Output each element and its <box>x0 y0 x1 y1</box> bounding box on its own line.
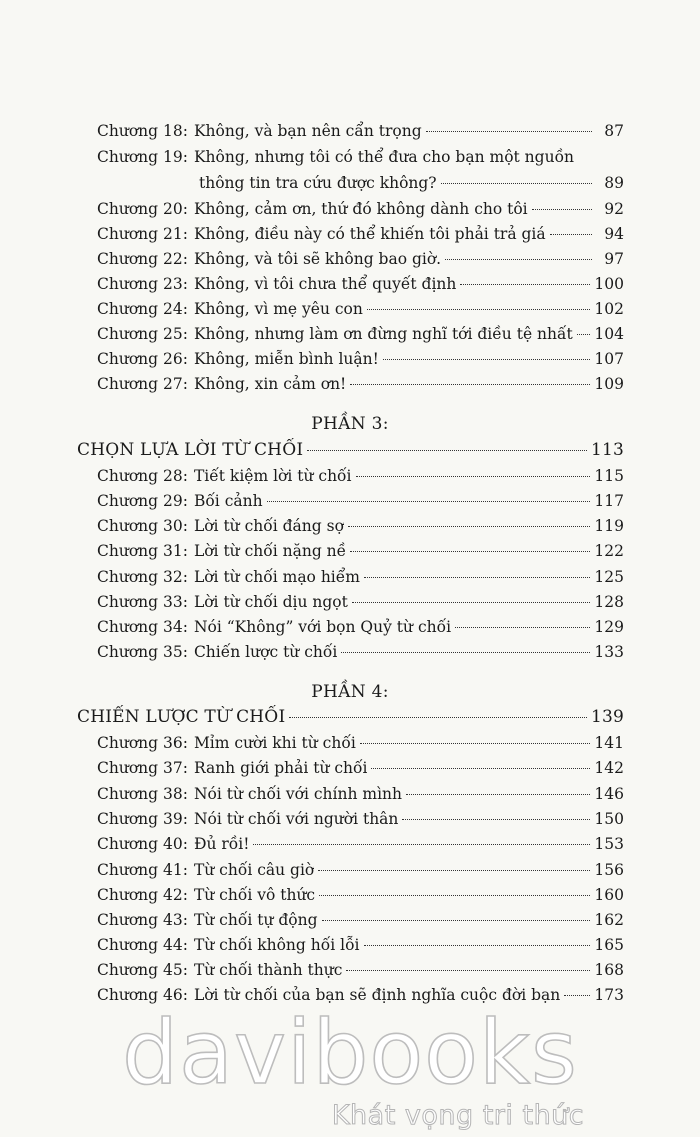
chapter-title: Không, điều này có thể khiến tôi phải trả giá <box>193 225 546 243</box>
chapter-title-continuation: thông tin tra cứu được không? <box>199 174 437 192</box>
toc-entry <box>97 347 624 371</box>
dot-leader <box>383 359 591 360</box>
chapter-number: Chương 46: <box>97 986 188 1004</box>
dot-leader <box>322 920 591 921</box>
dot-leader <box>346 970 590 971</box>
toc-entry <box>97 197 624 221</box>
toc-entry <box>97 145 624 169</box>
toc-entry <box>97 908 624 932</box>
chapter-title: Từ chối tự động <box>193 911 318 929</box>
toc-entry <box>97 514 624 538</box>
chapter-title: Từ chối thành thực <box>193 961 343 979</box>
page-number: 113 <box>590 440 624 460</box>
chapter-number: Chương 43: <box>97 911 188 929</box>
page-number: 153 <box>594 835 624 853</box>
chapter-number: Chương 31: <box>97 542 188 560</box>
chapter-number: Chương 33: <box>97 593 188 611</box>
dot-leader <box>289 717 587 718</box>
dot-leader <box>364 945 591 946</box>
watermark-tagline: Khát vọng tri thức <box>331 1100 585 1131</box>
toc-entry <box>97 832 624 856</box>
page-number: 97 <box>604 250 624 268</box>
dot-leader <box>267 501 591 502</box>
part-title-entry <box>77 705 624 729</box>
chapter-title: Mỉm cười khi từ chối <box>193 734 356 752</box>
chapter-title: Chiến lược từ chối <box>193 643 338 661</box>
dot-leader <box>460 284 590 285</box>
toc-entry <box>97 222 624 246</box>
chapter-title: Không, và tôi sẽ không bao giờ. <box>193 250 442 268</box>
page-number: 165 <box>594 936 624 954</box>
toc-entry-continuation <box>199 171 624 195</box>
chapter-number: Chương 27: <box>97 375 188 393</box>
toc-entry <box>97 958 624 982</box>
chapter-number: Chương 42: <box>97 886 188 904</box>
toc-entry <box>97 565 624 589</box>
chapter-title: Không, cảm ơn, thứ đó không dành cho tôi <box>193 200 528 218</box>
chapter-title: Lời từ chối dịu ngọt <box>193 593 348 611</box>
chapter-title: Nói “Không” với bọn Quỷ từ chối <box>193 618 452 636</box>
toc-entry <box>97 640 624 664</box>
dot-leader <box>550 234 592 235</box>
toc-entry <box>97 615 624 639</box>
chapter-title: Không, nhưng tôi có thể đưa cho bạn một nguồn <box>193 148 575 166</box>
dot-leader <box>441 183 592 184</box>
chapter-number: Chương 21: <box>97 225 188 243</box>
chapter-number: Chương 37: <box>97 759 188 777</box>
dot-leader <box>307 450 587 451</box>
chapter-number: Chương 19: <box>97 148 188 166</box>
toc-entry <box>97 782 624 806</box>
chapter-title: Không, xin cảm ơn! <box>193 375 347 393</box>
chapter-title: Từ chối câu giờ <box>193 861 315 879</box>
dot-leader <box>319 895 590 896</box>
toc-entry <box>97 539 624 563</box>
toc-entry <box>97 731 624 755</box>
page-number: 160 <box>594 886 624 904</box>
toc-entry <box>97 247 624 271</box>
toc-entry <box>97 858 624 882</box>
dot-leader <box>364 577 590 578</box>
page-number: 115 <box>594 467 624 485</box>
dot-leader <box>360 743 591 744</box>
chapter-number: Chương 26: <box>97 350 188 368</box>
chapter-number: Chương 32: <box>97 568 188 586</box>
toc-entry <box>97 372 624 396</box>
chapter-number: Chương 29: <box>97 492 188 510</box>
page-number: 129 <box>594 618 624 636</box>
chapter-title: Lời từ chối đáng sợ <box>193 517 344 535</box>
toc-entry <box>97 883 624 907</box>
dot-leader <box>352 602 591 603</box>
page-number: 107 <box>594 350 624 368</box>
chapter-title: Từ chối vô thức <box>193 886 316 904</box>
dot-leader <box>445 259 592 260</box>
page-number: 162 <box>594 911 624 929</box>
page-number: 150 <box>594 810 624 828</box>
page-number: 122 <box>594 542 624 560</box>
part-heading: PHẦN 3: <box>311 414 389 434</box>
chapter-title: Tiết kiệm lời từ chối <box>193 467 352 485</box>
dot-leader <box>348 526 591 527</box>
chapter-title: Bối cảnh <box>193 492 263 510</box>
page-number: 133 <box>594 643 624 661</box>
toc-entry <box>97 489 624 513</box>
chapter-number: Chương 30: <box>97 517 188 535</box>
page-number: 104 <box>594 325 624 343</box>
toc-entry <box>97 297 624 321</box>
chapter-title: Lời từ chối của bạn sẽ định nghĩa cuộc đời bạn <box>193 986 561 1004</box>
dot-leader <box>350 384 590 385</box>
chapter-number: Chương 35: <box>97 643 188 661</box>
dot-leader <box>318 870 590 871</box>
part-title-entry <box>77 438 624 462</box>
page-number: 125 <box>594 568 624 586</box>
chapter-title: Nói từ chối với chính mình <box>193 785 402 803</box>
toc-entry <box>97 590 624 614</box>
page-number: 119 <box>594 517 624 535</box>
dot-leader <box>350 551 590 552</box>
dot-leader <box>406 794 590 795</box>
toc-entry <box>97 272 624 296</box>
chapter-number: Chương 23: <box>97 275 188 293</box>
chapter-number: Chương 25: <box>97 325 188 343</box>
page-number: 156 <box>594 861 624 879</box>
chapter-number: Chương 44: <box>97 936 188 954</box>
toc-entry <box>97 933 624 957</box>
dot-leader <box>577 334 591 335</box>
chapter-number: Chương 39: <box>97 810 188 828</box>
chapter-number: Chương 18: <box>97 122 188 140</box>
page-number: 100 <box>594 275 624 293</box>
dot-leader <box>564 995 590 996</box>
page-number: 94 <box>604 225 624 243</box>
page-number: 109 <box>594 375 624 393</box>
toc-entry <box>97 464 624 488</box>
toc-entry <box>97 119 624 143</box>
chapter-title: Nói từ chối với người thân <box>193 810 399 828</box>
dot-leader <box>455 627 590 628</box>
chapter-title: Không, nhưng làm ơn đừng nghĩ tới điều tệ nhất <box>193 325 573 343</box>
dot-leader <box>356 476 591 477</box>
page-number: 146 <box>594 785 624 803</box>
dot-leader <box>253 844 590 845</box>
page-number: 87 <box>604 122 624 140</box>
toc-entry <box>97 322 624 346</box>
chapter-number: Chương 34: <box>97 618 188 636</box>
dot-leader <box>402 819 590 820</box>
toc-entry <box>97 807 624 831</box>
chapter-number: Chương 36: <box>97 734 188 752</box>
chapter-title: Không, miễn bình luận! <box>193 350 379 368</box>
part-title: CHIẾN LƯỢC TỪ CHỐI <box>77 707 286 727</box>
page-number: 139 <box>590 707 624 727</box>
chapter-number: Chương 38: <box>97 785 188 803</box>
part-title: CHỌN LỰA LỜI TỪ CHỐI <box>77 440 304 460</box>
chapter-number: Chương 40: <box>97 835 188 853</box>
chapter-number: Chương 24: <box>97 300 188 318</box>
page-number: 117 <box>594 492 624 510</box>
dot-leader <box>367 309 591 310</box>
chapter-title: Không, vì tôi chưa thể quyết định <box>193 275 457 293</box>
page-number: 92 <box>604 200 624 218</box>
chapter-title: Đủ rồi! <box>193 835 250 853</box>
dot-leader <box>426 131 592 132</box>
page-number: 168 <box>594 961 624 979</box>
chapter-title: Lời từ chối mạo hiểm <box>193 568 360 586</box>
dot-leader <box>341 652 590 653</box>
page-number: 173 <box>594 986 624 1004</box>
chapter-title: Từ chối không hối lỗi <box>193 936 360 954</box>
page-number: 89 <box>604 174 624 192</box>
chapter-number: Chương 22: <box>97 250 188 268</box>
chapter-number: Chương 20: <box>97 200 188 218</box>
chapter-number: Chương 45: <box>97 961 188 979</box>
page-number: 142 <box>594 759 624 777</box>
dot-leader <box>532 209 592 210</box>
page-number: 102 <box>594 300 624 318</box>
chapter-number: Chương 28: <box>97 467 188 485</box>
dot-leader <box>371 768 590 769</box>
part-heading: PHẦN 4: <box>311 682 389 702</box>
page-number: 128 <box>594 593 624 611</box>
chapter-title: Không, và bạn nên cẩn trọng <box>193 122 422 140</box>
toc-entry <box>97 756 624 780</box>
chapter-title: Không, vì mẹ yêu con <box>193 300 363 318</box>
chapter-title: Ranh giới phải từ chối <box>193 759 368 777</box>
chapter-title: Lời từ chối nặng nề <box>193 542 347 560</box>
page-number: 141 <box>594 734 624 752</box>
chapter-number: Chương 41: <box>97 861 188 879</box>
watermark-brand: davibooks <box>122 1001 578 1104</box>
